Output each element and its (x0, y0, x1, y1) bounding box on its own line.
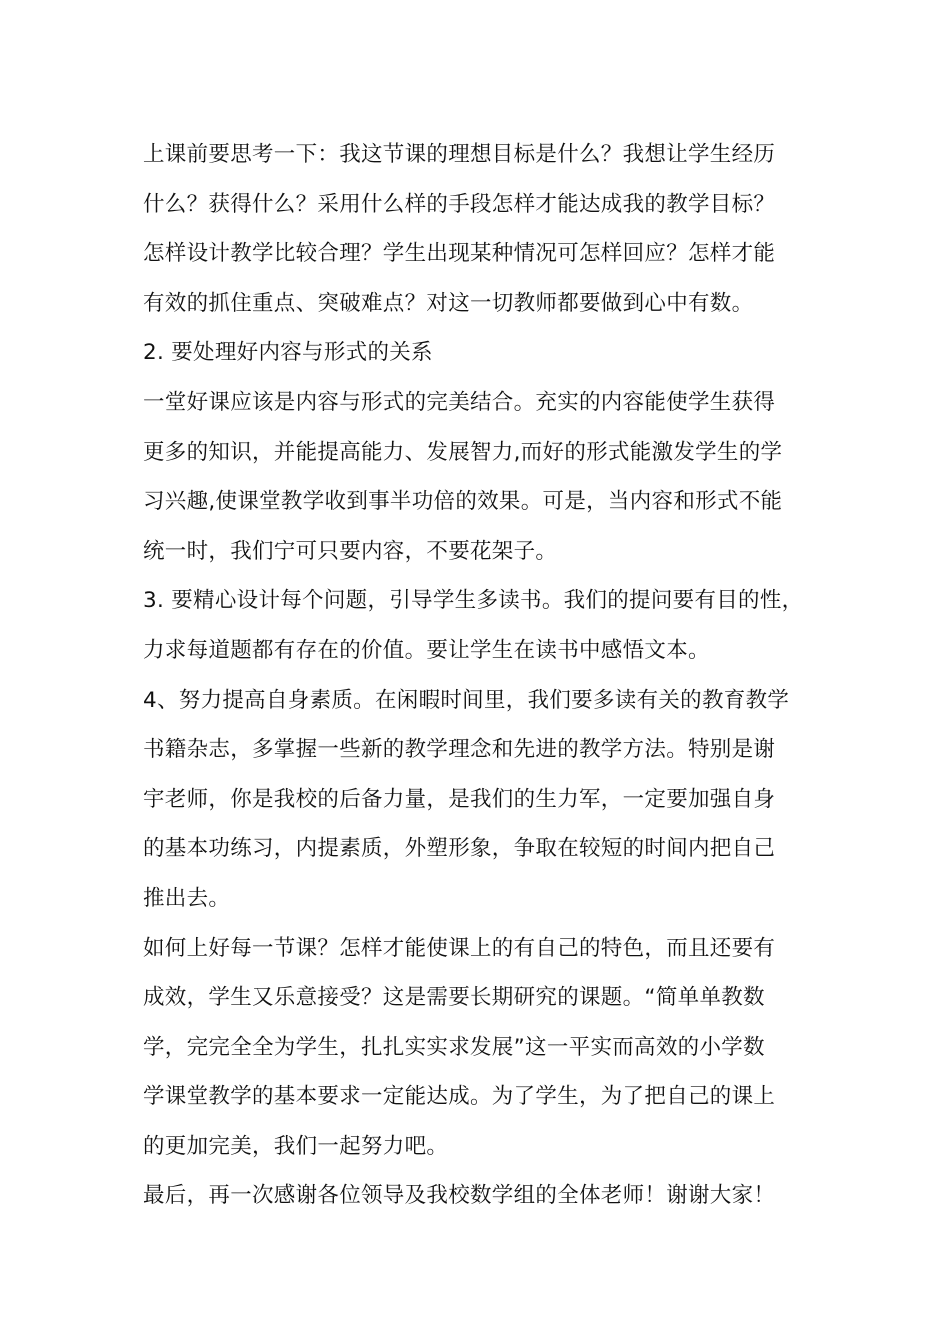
document-body (143, 130, 823, 1221)
text-line: 如何上好每一节课？怎样才能使课上的有自己的特色，而且还要有 (143, 935, 776, 961)
text-line: 上课前要思考一下：我这节课的理想目标是什么？我想让学生经历 (143, 142, 776, 167)
section-heading: 2. 要处理好内容与形式的关系 (143, 340, 433, 366)
text-line: 推出去。 (143, 885, 231, 911)
text-line: 书籍杂志，多掌握一些新的教学理念和先进的教学方法。特别是谢 (143, 737, 776, 763)
text-line: 的更加完美，我们一起努力吧。 (143, 1133, 449, 1159)
text-line: 一堂好课应该是内容与形式的完美结合。充实的内容能使学生获得 (143, 389, 776, 415)
text-line: 更多的知识，并能提高能力、发展智力,而好的形式能激发学生的学 (143, 439, 783, 465)
text-line: 学课堂教学的基本要求一定能达成。为了学生，为了把自己的课上 (143, 1084, 776, 1110)
closing-line: 最后，再一次感谢各位领导及我校数学组的全体老师！谢谢大家！ (143, 1183, 776, 1209)
text-line: 的基本功练习，内提素质，外塑形象，争取在较短的时间内把自己 (143, 836, 776, 862)
text-line: 成效，学生又乐意接受？这是需要长期研究的课题。“简单单教数 (143, 985, 765, 1011)
text-line: 习兴趣,使课堂教学收到事半功倍的效果。可是，当内容和形式不能 (143, 489, 783, 515)
text-line: 力求每道题都有存在的价值。要让学生在读书中感悟文本。 (143, 637, 710, 663)
text-line: 什么？获得什么？采用什么样的手段怎样才能达成我的教学目标？ (143, 191, 776, 217)
text-line: 学，完完全全为学生，扎扎实实求发展”这一平实而高效的小学数 (143, 1034, 765, 1060)
text-line: 有效的抓住重点、突破难点？对这一切教师都要做到心中有数。 (143, 290, 754, 316)
text-line: 怎样设计教学比较合理？学生出现某种情况可怎样回应？怎样才能 (143, 241, 776, 267)
text-line: 3. 要精心设计每个问题，引导学生多读书。我们的提问要有目的性， (143, 588, 804, 614)
text-line: 宇老师，你是我校的后备力量，是我们的生力军，一定要加强自身 (143, 786, 776, 812)
text-line: 4、努力提高自身素质。在闲暇时间里，我们要多读有关的教育教学 (143, 687, 790, 713)
text-line: 统一时，我们宁可只要内容，不要花架子。 (143, 538, 558, 564)
